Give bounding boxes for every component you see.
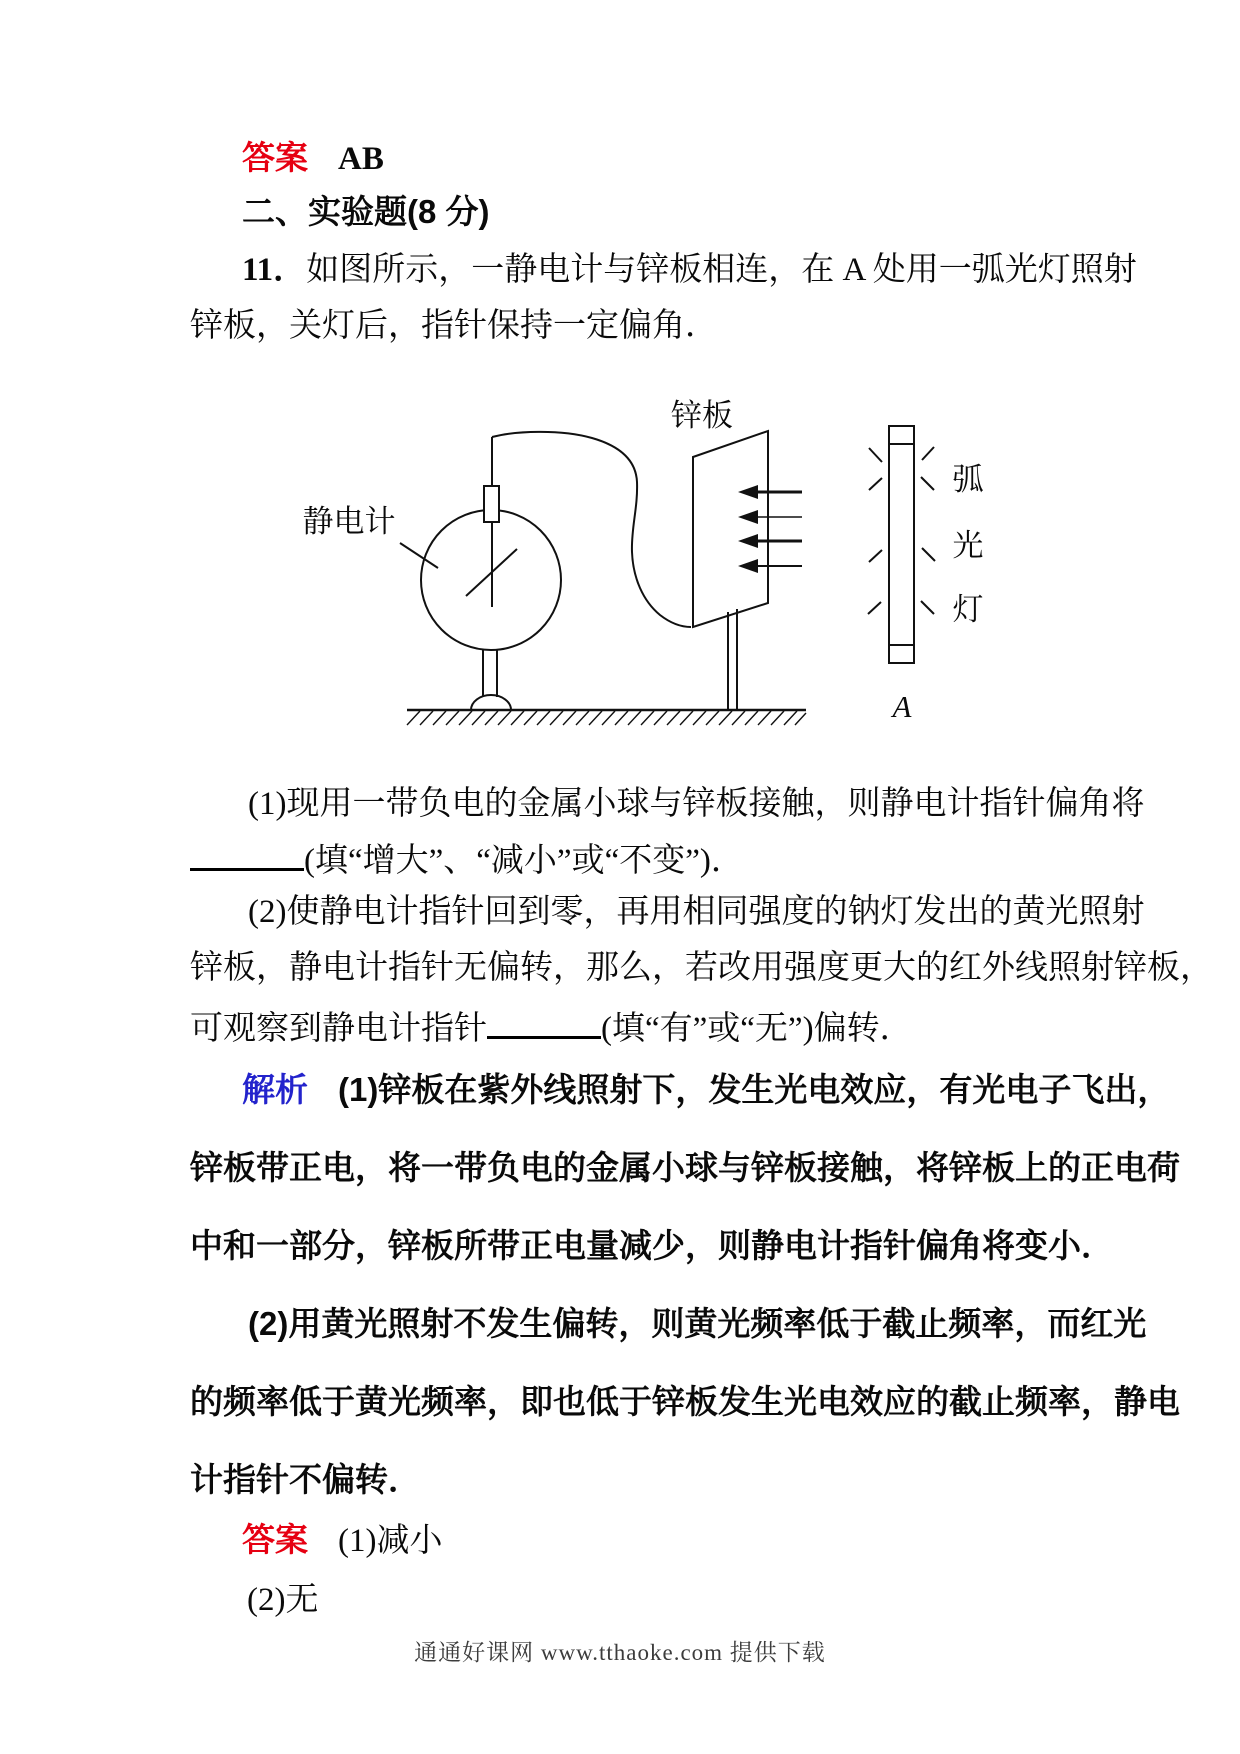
arc-lamp bbox=[868, 426, 935, 663]
electrometer bbox=[400, 437, 561, 710]
q11-intro-line1 bbox=[242, 250, 1137, 290]
footer-watermark: 通通好课网 www.tthaoke.com 提供下载 bbox=[414, 1640, 826, 1665]
answer-value: AB bbox=[338, 141, 384, 177]
q11-part2-line1: (2)使静电计指针回到零，再用相同强度的钠灯发出的黄光照射 bbox=[248, 894, 1145, 930]
arc-lamp-label-char3: 灯 bbox=[952, 592, 984, 627]
part2-text-before-blank: 可观察到静电计指针 bbox=[190, 1011, 487, 1047]
analysis-line4: (2)用黄光照射不发生偏转，则黄光频率低于截止频率，而红光 bbox=[248, 1305, 1147, 1342]
fill-in-blank-2 bbox=[487, 1006, 601, 1039]
physics-diagram bbox=[0, 360, 1240, 760]
part2-options-text: (填“有”或“无”)偏转． bbox=[601, 1011, 913, 1047]
q11-part2-line2: 锌板，静电计指针无偏转，那么，若改用强度更大的红外线照射锌板， bbox=[190, 950, 1213, 986]
electrometer-terminal bbox=[484, 486, 499, 522]
question-number: 11． bbox=[242, 252, 307, 288]
answer-ab-line bbox=[242, 138, 384, 179]
q11-intro-text1: 如图所示，一静电计与锌板相连，在 A 处用一弧光灯照射 bbox=[306, 252, 1137, 288]
arc-lamp-label-char1: 弧 bbox=[952, 462, 984, 497]
q11-part1-line1: (1)现用一带负电的金属小球与锌板接触，则静电计指针偏角将 bbox=[248, 786, 1145, 822]
electrometer-stand bbox=[471, 650, 511, 710]
analysis-line5: 的频率低于黄光频率，即也低于锌板发生光电效应的截止频率，静电 bbox=[190, 1383, 1180, 1420]
part1-options-text: (填“增大”、“减小”或“不变”)． bbox=[304, 843, 744, 879]
analysis-p1-text1: (1)锌板在紫外线照射下，发生光电效应，有光电子飞出， bbox=[338, 1071, 1171, 1108]
final-answer-label: 答案 bbox=[242, 1521, 308, 1558]
analysis-line6: 计指针不偏转． bbox=[190, 1461, 421, 1498]
final-answer-line1 bbox=[242, 1520, 442, 1561]
analysis-line3: 中和一部分，锌板所带正电量减少，则静电计指针偏角将变小． bbox=[190, 1227, 1114, 1264]
q11-part1-line2 bbox=[190, 838, 744, 881]
fill-in-blank-1 bbox=[190, 838, 304, 871]
zinc-plate-label: 锌板 bbox=[671, 398, 733, 433]
q11-intro-line2: 锌板，关灯后，指针保持一定偏角． bbox=[190, 308, 718, 344]
section-heading: 二、实验题(8 分) bbox=[242, 193, 490, 230]
analysis-line1 bbox=[242, 1070, 1170, 1111]
ground bbox=[407, 710, 806, 725]
point-a-label: A bbox=[892, 689, 912, 724]
final-answer-part2: (2)无 bbox=[247, 1582, 319, 1618]
analysis-label: 解析 bbox=[242, 1071, 308, 1108]
answer-label: 答案 bbox=[242, 139, 308, 176]
electrometer-label: 静电计 bbox=[302, 504, 396, 539]
analysis-line2: 锌板带正电，将一带负电的金属小球与锌板接触，将锌板上的正电荷 bbox=[190, 1149, 1180, 1186]
final-answer-part1: (1)减小 bbox=[338, 1523, 443, 1559]
arc-lamp-label-char2: 光 bbox=[952, 528, 984, 563]
q11-part2-line3 bbox=[190, 1006, 913, 1049]
